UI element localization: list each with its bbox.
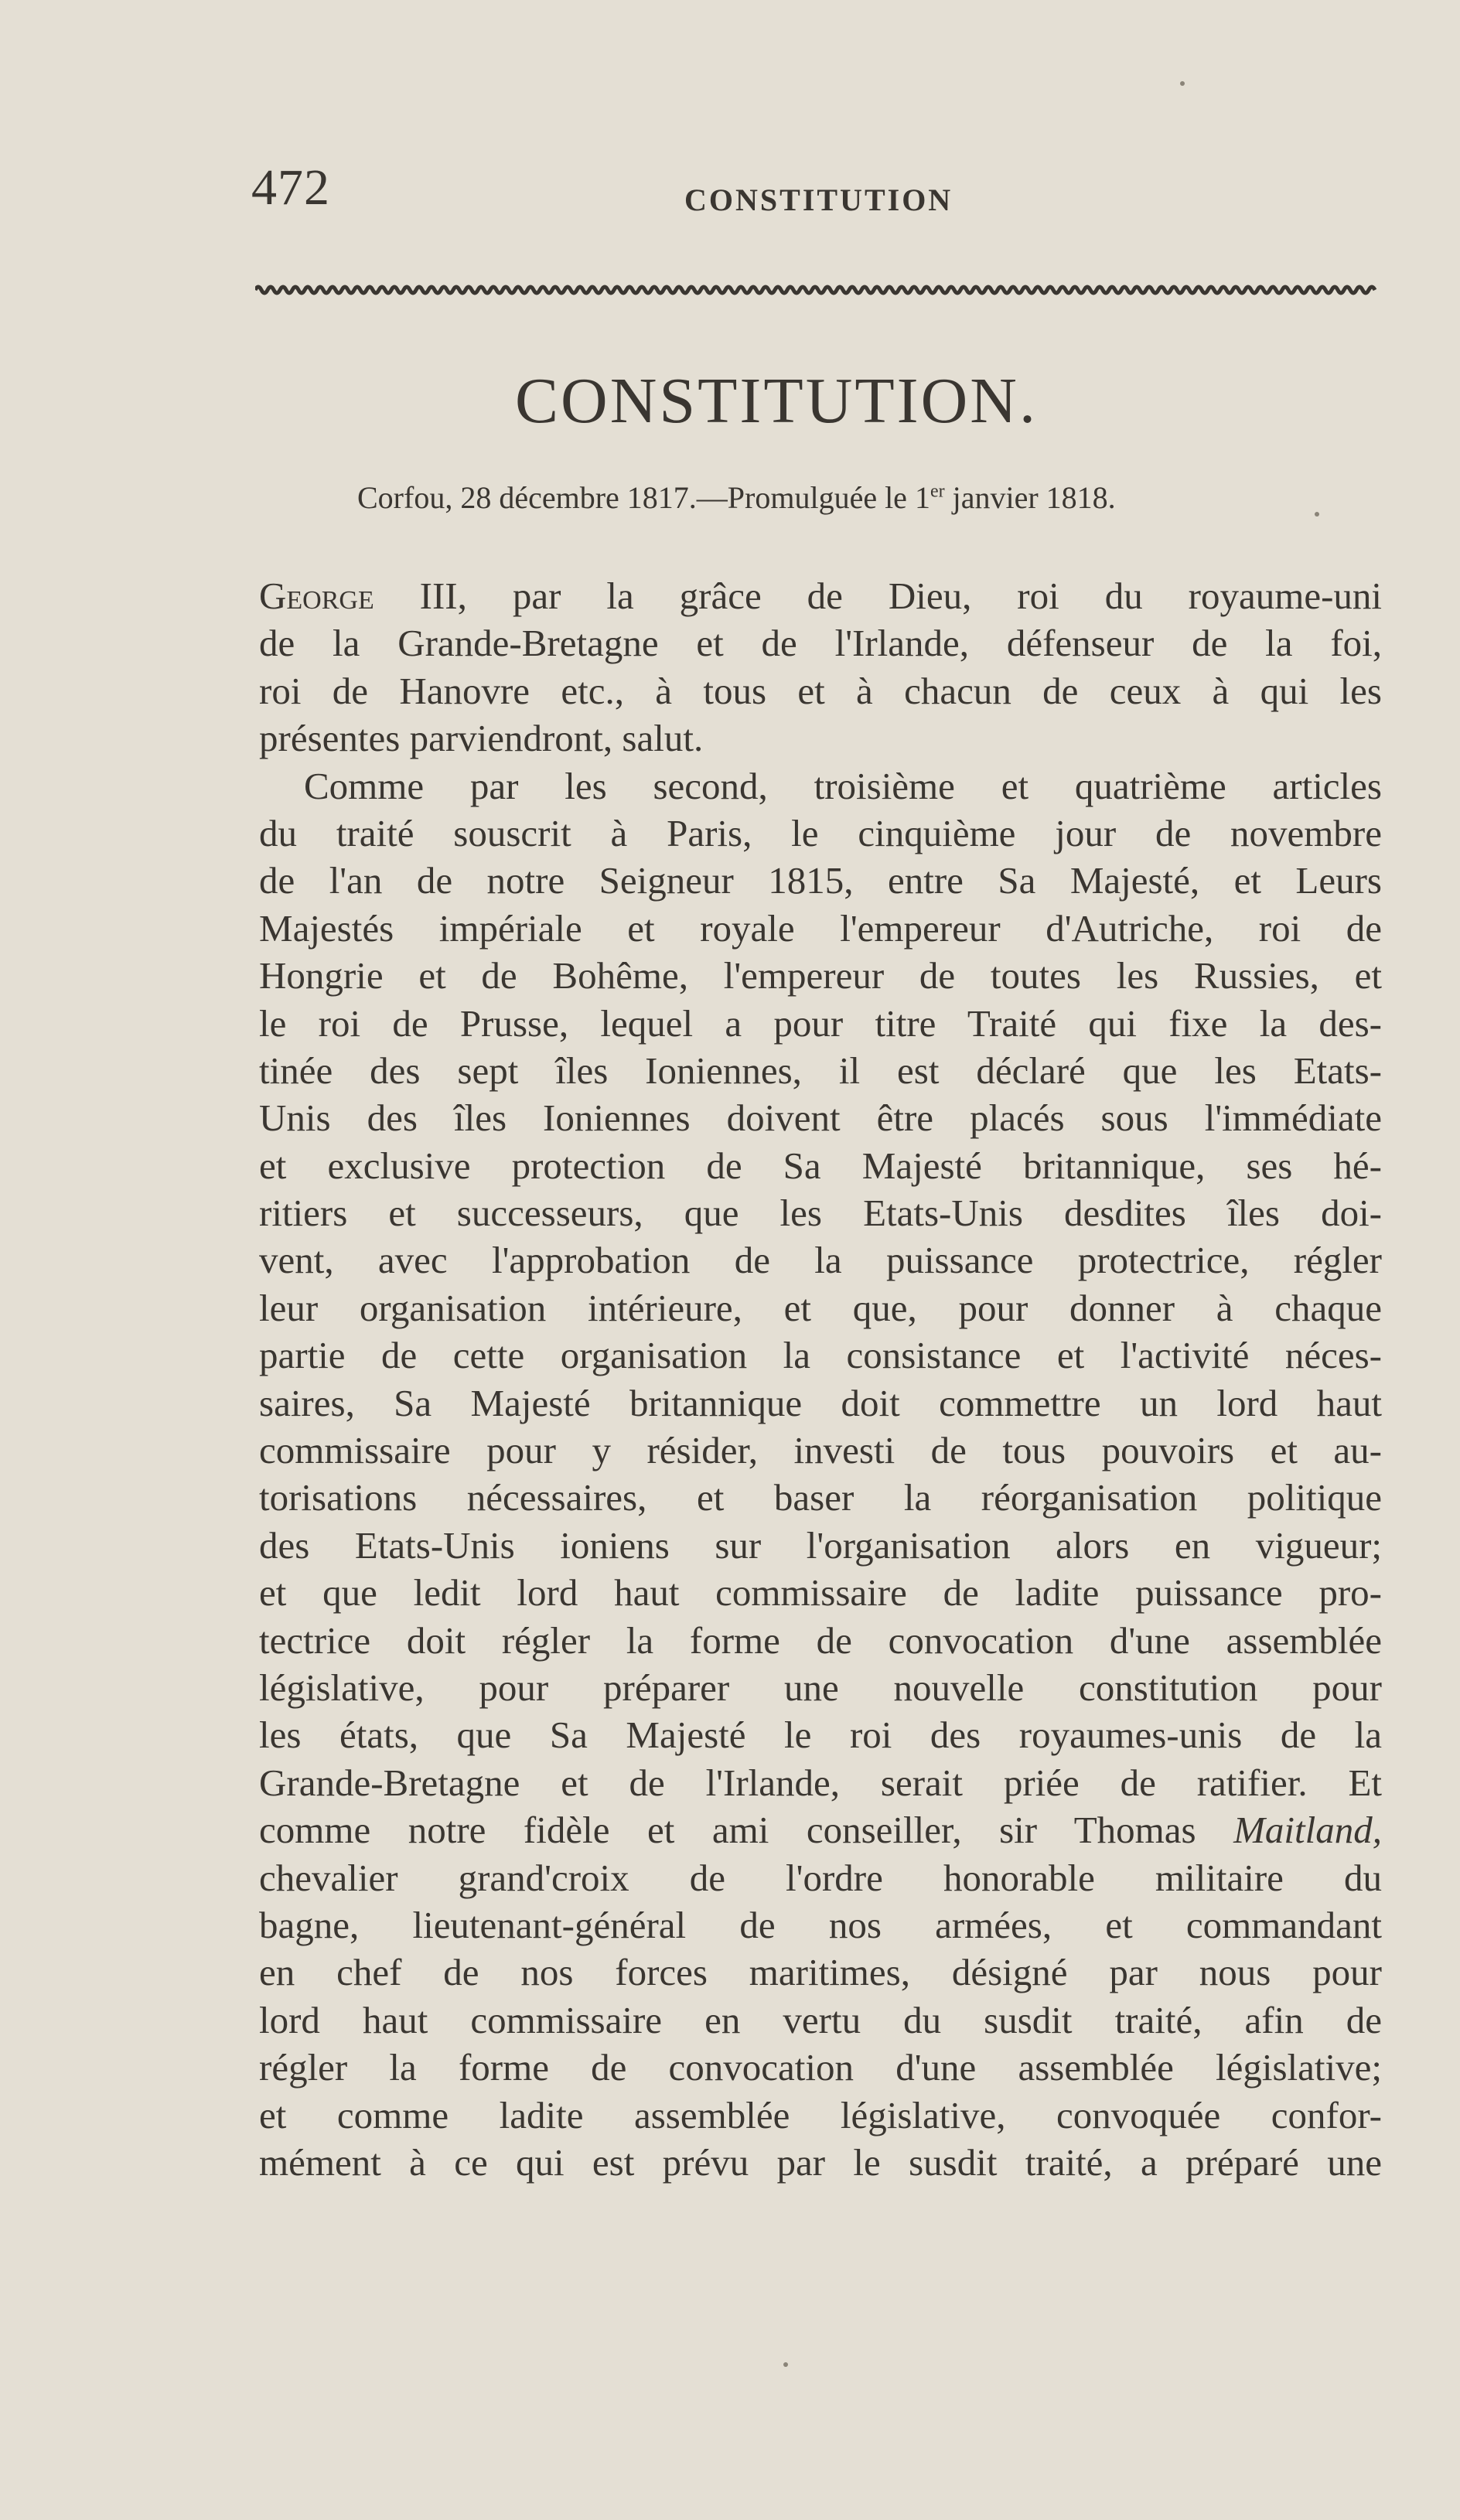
document-title: CONSTITUTION. bbox=[515, 365, 1038, 437]
text-line: ritiers et successeurs, que les Etats-Unis desdites îles doi- bbox=[259, 1192, 1382, 1235]
text-line: législative, pour préparer une nouvelle constitution pour bbox=[259, 1666, 1382, 1709]
text-line: bagne, lieutenant-général de nos armées, et commandant bbox=[259, 1903, 1382, 1946]
wavy-rule-line bbox=[255, 287, 1375, 293]
text-line: présentes parviendront, salut. bbox=[259, 717, 704, 760]
body-text bbox=[259, 572, 1382, 2186]
dateline-text: Corfou, 28 décembre 1817.—Promulguée le 1 bbox=[357, 480, 930, 515]
text-line: leur organisation intérieure, et que, pour donner à chaque bbox=[259, 1286, 1382, 1329]
text-line: de l'an de notre Seigneur 1815, entre Sa Majesté, et Leurs bbox=[259, 859, 1382, 902]
text-line: vent, avec l'approbation de la puissance protectrice, régler bbox=[259, 1239, 1382, 1282]
running-title: CONSTITUTION bbox=[684, 182, 953, 217]
text-line: et exclusive protection de Sa Majesté britannique, ses hé- bbox=[259, 1144, 1382, 1187]
text-line: torisations nécessaires, et baser la réorganisation politique bbox=[259, 1476, 1382, 1519]
paper-speck bbox=[783, 2362, 788, 2367]
text-line: roi de Hanovre etc., à tous et à chacun de ceux à qui les bbox=[259, 669, 1382, 712]
text-line: Comme par les second, troisième et quatrième articles bbox=[304, 764, 1382, 807]
text-line: en chef de nos forces maritimes, désigné par nous pour bbox=[259, 1951, 1382, 1994]
text-line: et comme ladite assemblée législative, convoquée confor- bbox=[259, 2093, 1382, 2136]
text-line: le roi de Prusse, lequel a pour titre Traité qui fixe la des- bbox=[259, 1001, 1382, 1045]
page-number: 472 bbox=[251, 159, 330, 216]
text-line: régler la forme de convocation d'une assemblée législative; bbox=[259, 2046, 1382, 2089]
text-line: saires, Sa Majesté britannique doit commettre un lord haut bbox=[259, 1381, 1382, 1424]
dateline-superscript: er bbox=[930, 481, 945, 502]
text-line: chevalier grand'croix de l'ordre honorable militaire du bbox=[259, 1856, 1382, 1899]
text-line: Unis des îles Ioniennes doivent être placés sous l'immédiate bbox=[259, 1096, 1382, 1140]
text-line: Hongrie et de Bohême, l'empereur de toutes les Russies, et bbox=[259, 954, 1382, 997]
paper-speck bbox=[1315, 512, 1319, 517]
text-line: mément à ce qui est prévu par le susdit traité, a préparé une bbox=[259, 2140, 1382, 2184]
running-head bbox=[251, 159, 1388, 220]
text-line: partie de cette organisation la consistance et l'activité néces- bbox=[259, 1334, 1382, 1377]
text-line: Grande-Bretagne et de l'Irlande, serait priée de ratifier. Et bbox=[259, 1761, 1382, 1804]
dateline bbox=[357, 479, 1116, 516]
italic-name: Maitland, bbox=[1233, 1809, 1382, 1852]
text-line: les états, que Sa Majesté le roi des royaumes-unis de la bbox=[259, 1714, 1382, 1757]
text-line: des Etats-Unis ioniens sur l'organisation alors en vigueur; bbox=[259, 1523, 1382, 1567]
ornamental-rule bbox=[255, 280, 1378, 300]
text-line: de la Grande-Bretagne et de l'Irlande, défenseur de la foi, bbox=[259, 622, 1382, 665]
text-line: lord haut commissaire en vertu du susdit traité, afin de bbox=[259, 1998, 1382, 2041]
text-line: et que ledit lord haut commissaire de ladite puissance pro- bbox=[259, 1571, 1382, 1615]
text-line: Majestés impériale et royale l'empereur d'Autriche, roi de bbox=[259, 906, 1382, 950]
text-line: du traité souscrit à Paris, le cinquième jour de novembre bbox=[259, 811, 1382, 854]
text-line: tinée des sept îles Ioniennes, il est déclaré que les Etats- bbox=[259, 1049, 1382, 1092]
text-line: comme notre fidèle et ami conseiller, sir Thomas Maitland, bbox=[259, 1809, 1382, 1852]
opening-name: George bbox=[259, 575, 374, 617]
text-line: George III, par la grâce de Dieu, roi du royaume-uni bbox=[259, 575, 1382, 617]
text-line: commissaire pour y résider, investi de tous pouvoirs et au- bbox=[259, 1429, 1382, 1472]
text-line: tectrice doit régler la forme de convocation d'une assemblée bbox=[259, 1618, 1382, 1662]
dateline-text-end: janvier 1818. bbox=[944, 480, 1116, 515]
paper-speck bbox=[1180, 81, 1185, 86]
